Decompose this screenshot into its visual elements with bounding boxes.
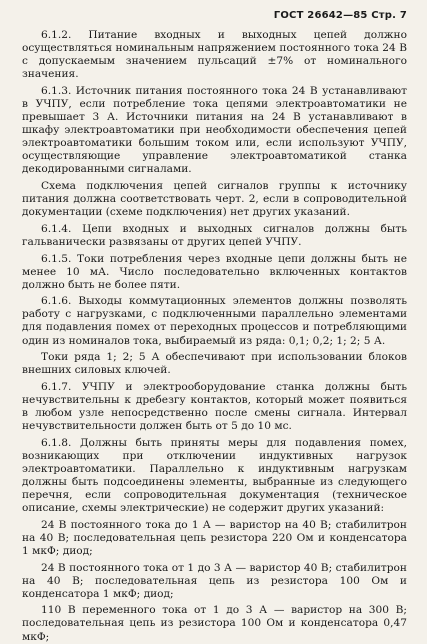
paragraph-6-1-6: 6.1.6. Выходы коммутационных элементов должны позволять работу с нагрузками, с подключенными параллельно элементами для подавления помех от переходных процессов и потребляющими один из номиналов тока, выбираемый из ряда: 0,1; 0,2; 1; 2; 5 А. [22, 295, 407, 347]
paragraph-24v-up-to-1a: 24 В постоянного тока до 1 А — варистор на 40 В; стабилитрон на 40 В; последовательная цепь резистора 220 Ом и конденсатора 1 мкФ; диод; [22, 518, 407, 557]
paragraph-24v-1-to-3a: 24 В постоянного тока от 1 до 3 А — варистор 40 В; стабилитрон на 40 В; последовательная цепь из резистора 100 Ом и конденсатора 1 мкФ; диод; [22, 561, 407, 600]
document-body [22, 29, 407, 644]
paragraph-110v-ac: 110 В переменного тока от 1 до 3 А — варистор на 300 В; последовательная цепь из резистора 100 Ом и конденсатора 0,47 мкФ; [22, 604, 407, 643]
page-header: ГОСТ 26642—85 Стр. 7 [273, 10, 407, 21]
paragraph-6-1-4: 6.1.4. Цепи входных и выходных сигналов должны быть гальванически развязаны от других цепей УЧПУ. [22, 222, 407, 248]
paragraph-current-series: Токи ряда 1; 2; 5 А обеспечивают при использовании блоков внешних силовых ключей. [22, 351, 407, 377]
paragraph-connection-scheme: Схема подключения цепей сигналов группы к источнику питания должна соответствовать черт. 2, если в сопроводительной документации (схеме подключения) нет других указаний. [22, 180, 407, 219]
paragraph-6-1-7: 6.1.7. УЧПУ и электрооборудование станка должны быть нечувствительны к дребезгу контактов, который может появиться в любом узле непосредственно после смены сигнала. Интервал нечувствительности должен быть от 5 до 10 мс. [22, 380, 407, 433]
paragraph-6-1-5: 6.1.5. Токи потребления через входные цепи должны быть не менее 10 мА. Число последовательно включенных контактов должно быть не более пяти. [22, 252, 407, 291]
paragraph-6-1-8: 6.1.8. Должны быть приняты меры для подавления помех, возникающих при отключении индуктивных нагрузок электроавтоматики. Параллельно к индуктивным нагрузкам должны быть подсоединены элементы, выбранные из следующего перечня, если сопроводительная документация (техническое описание, схемы электрические) не содержит других указаний: [22, 436, 407, 515]
paragraph-6-1-3: 6.1.3. Источник питания постоянного тока 24 В устанавливают в УЧПУ, если потребление тока цепями электроавтоматики не превышает 3 А. Источники питания на 24 В устанавливают в шкафу электроавтоматики при необходимости обеспечения цепей электроавтоматики большим током или, если используют УЧПУ, осуществляющие управление электроавтоматикой станка декодированными сигналами. [22, 84, 407, 176]
paragraph-6-1-2: 6.1.2. Питание входных и выходных цепей должно осуществляться номинальным напряжением постоянного тока 24 В с допускаемым значением пульсаций ±7% от номинального значения. [22, 29, 407, 81]
